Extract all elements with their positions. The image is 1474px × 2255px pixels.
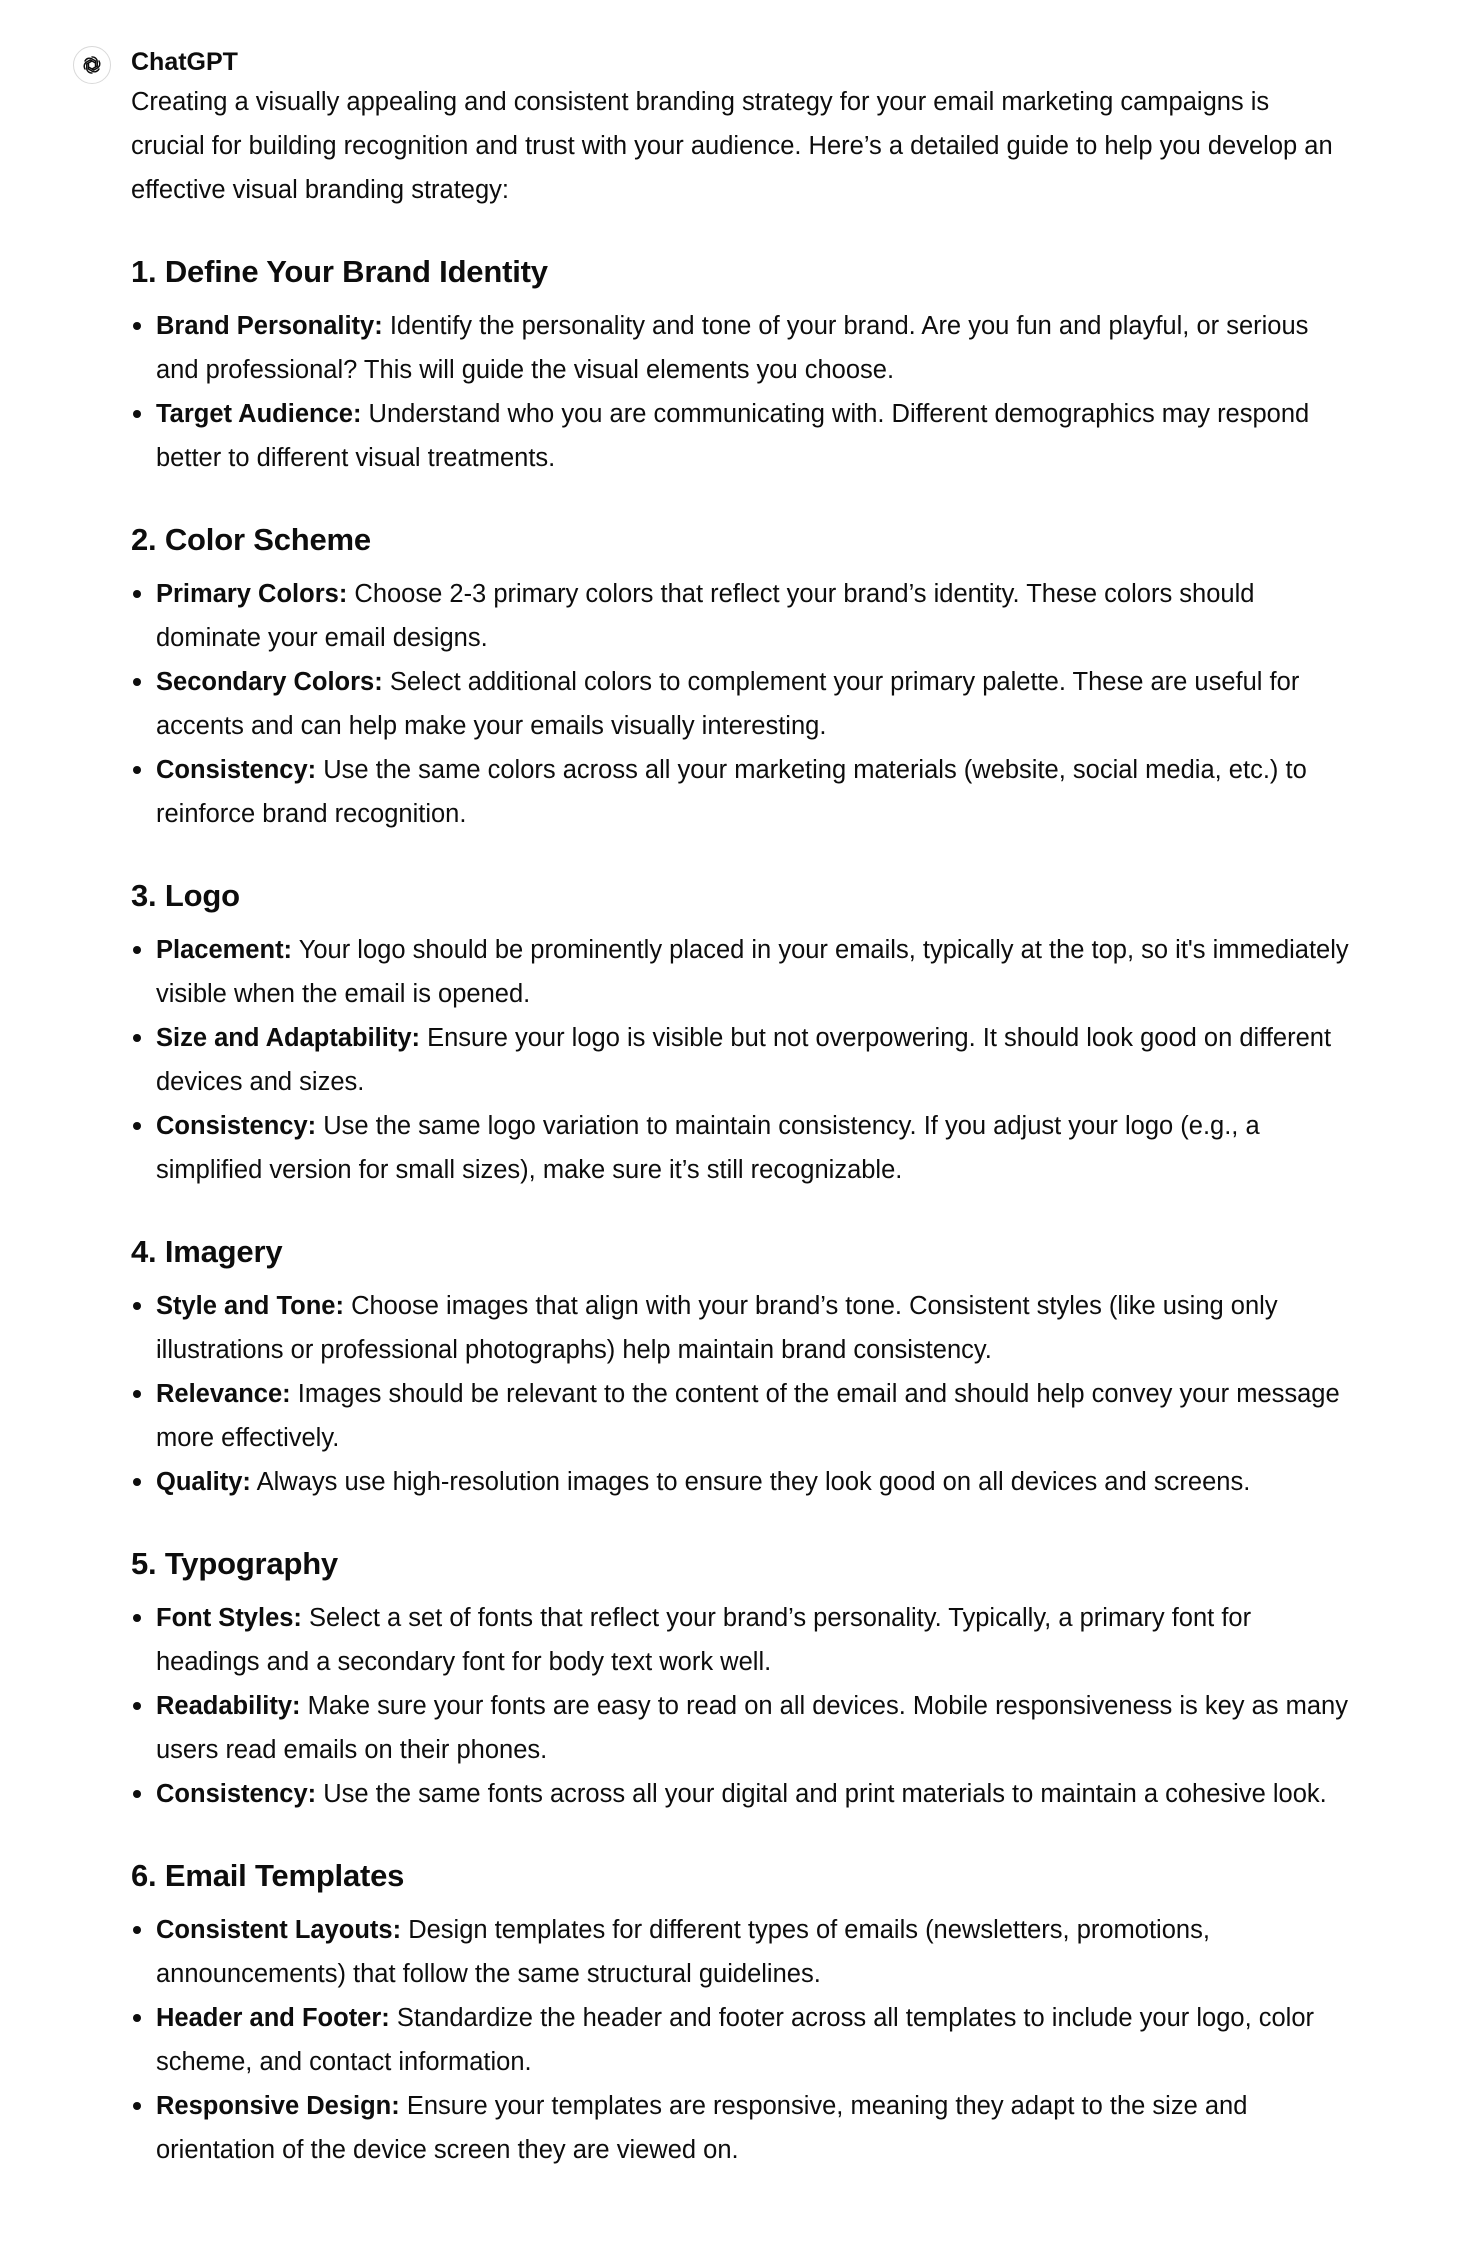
- item-label: Target Audience:: [156, 400, 362, 428]
- bullet-dot-icon: [133, 410, 141, 418]
- list-item: [131, 304, 1351, 392]
- bullet-dot-icon: [133, 678, 141, 686]
- item-label: Style and Tone:: [156, 1292, 344, 1320]
- item-text: Ensure your logo is visible but not overpowering. It should look good on different devices and sizes.: [156, 1024, 1332, 1096]
- list-item: [131, 392, 1351, 480]
- item-text: Your logo should be prominently placed in your emails, typically at the top, so it's immediately visible when the email is opened.: [156, 936, 1349, 1008]
- item-label: Responsive Design:: [156, 2092, 400, 2120]
- item-label: Consistent Layouts:: [156, 1916, 402, 1944]
- bullet-dot-icon: [133, 1702, 141, 1710]
- bullet-dot-icon: [133, 1390, 141, 1398]
- bullet-list: [131, 304, 1351, 480]
- item-label: Brand Personality:: [156, 312, 383, 340]
- section-heading: 3. Logo: [131, 878, 240, 913]
- section-heading: 5. Typography: [131, 1546, 338, 1581]
- list-item: [131, 1104, 1351, 1192]
- list-item: [131, 928, 1351, 1016]
- bullet-dot-icon: [133, 766, 141, 774]
- item-text: Standardize the header and footer across all templates to include your logo, color scheme, and contact information.: [156, 2004, 1315, 2076]
- item-text: Make sure your fonts are easy to read on all devices. Mobile responsiveness is key as many users read emails on their phones.: [156, 1692, 1348, 1764]
- list-item: [131, 1772, 1351, 1816]
- list-item: [131, 1996, 1351, 2084]
- sections-container: [131, 252, 1351, 2172]
- list-item: [131, 2084, 1351, 2172]
- bullet-dot-icon: [133, 2102, 141, 2110]
- bullet-list: [131, 928, 1351, 1192]
- item-label: Placement:: [156, 936, 293, 964]
- item-label: Primary Colors:: [156, 580, 348, 608]
- item-label: Consistency:: [156, 1112, 317, 1140]
- openai-logo-icon: [73, 46, 111, 84]
- bullet-dot-icon: [133, 1790, 141, 1798]
- item-text: Images should be relevant to the content of the email and should help convey your message more effectively.: [156, 1380, 1340, 1452]
- bullet-list: [131, 1908, 1351, 2172]
- list-item: [131, 1016, 1351, 1104]
- list-item: [131, 660, 1351, 748]
- list-item: [131, 572, 1351, 660]
- bullet-dot-icon: [133, 1926, 141, 1934]
- bullet-dot-icon: [133, 1302, 141, 1310]
- author-name: ChatGPT: [131, 48, 238, 76]
- item-label: Secondary Colors:: [156, 668, 383, 696]
- list-item: [131, 1460, 1351, 1504]
- item-text: Choose images that align with your brand’s tone. Consistent styles (like using only illustrations or professional photographs) help maintain brand consistency.: [156, 1292, 1278, 1364]
- bullet-dot-icon: [133, 946, 141, 954]
- section-heading: 4. Imagery: [131, 1234, 283, 1269]
- bullet-dot-icon: [133, 590, 141, 598]
- bullet-list: [131, 1596, 1351, 1816]
- bullet-list: [131, 1284, 1351, 1504]
- item-text: Choose 2-3 primary colors that reflect your brand’s identity. These colors should dominate your email designs.: [156, 580, 1255, 652]
- list-item: [131, 1596, 1351, 1684]
- item-label: Header and Footer:: [156, 2004, 390, 2032]
- item-text: Design templates for different types of emails (newsletters, promotions, announcements) that follow the same structural guidelines.: [156, 1916, 1210, 1988]
- list-item: [131, 1284, 1351, 1372]
- list-item: [131, 748, 1351, 836]
- item-text: Identify the personality and tone of your brand. Are you fun and playful, or serious and professional? This will guide the visual elements you choose.: [156, 312, 1309, 384]
- item-label: Size and Adaptability:: [156, 1024, 421, 1052]
- item-text: Always use high-resolution images to ensure they look good on all devices and screens.: [256, 1468, 1251, 1496]
- bullet-dot-icon: [133, 322, 141, 330]
- message-content: [131, 44, 1351, 2172]
- section-heading: 2. Color Scheme: [131, 522, 371, 557]
- intro-paragraph: Creating a visually appealing and consistent branding strategy for your email marketing campaigns is crucial for building recognition and trust with your audience. Here’s a detailed guide to help you develop an effective visual branding strategy:: [131, 88, 1333, 204]
- list-item: [131, 1684, 1351, 1772]
- item-text: Understand who you are communicating with. Different demographics may respond better to different visual treatments.: [156, 400, 1310, 472]
- item-label: Consistency:: [156, 1780, 317, 1808]
- bullet-dot-icon: [133, 1478, 141, 1486]
- bullet-dot-icon: [133, 1614, 141, 1622]
- bullet-dot-icon: [133, 2014, 141, 2022]
- item-text: Use the same colors across all your marketing materials (website, social media, etc.) to reinforce brand recognition.: [156, 756, 1307, 828]
- section-heading: 1. Define Your Brand Identity: [131, 254, 548, 289]
- list-item: [131, 1372, 1351, 1460]
- item-label: Font Styles:: [156, 1604, 302, 1632]
- item-label: Readability:: [156, 1692, 301, 1720]
- item-label: Relevance:: [156, 1380, 291, 1408]
- item-text: Use the same logo variation to maintain consistency. If you adjust your logo (e.g., a simplified version for small sizes), make sure it’s still recognizable.: [156, 1112, 1260, 1184]
- item-text: Select additional colors to complement your primary palette. These are useful for accents and can help make your emails visually interesting.: [156, 668, 1300, 740]
- list-item: [131, 1908, 1351, 1996]
- bullet-dot-icon: [133, 1034, 141, 1042]
- bullet-list: [131, 572, 1351, 836]
- section-heading: 6. Email Templates: [131, 1858, 405, 1893]
- bullet-dot-icon: [133, 1122, 141, 1130]
- item-text: Select a set of fonts that reflect your brand’s personality. Typically, a primary font for headings and a secondary font for body text work well.: [156, 1604, 1252, 1676]
- item-text: Use the same fonts across all your digital and print materials to maintain a cohesive look.: [323, 1780, 1327, 1808]
- item-label: Consistency:: [156, 756, 317, 784]
- item-text: Ensure your templates are responsive, meaning they adapt to the size and orientation of the device screen they are viewed on.: [156, 2092, 1248, 2164]
- item-label: Quality:: [156, 1468, 251, 1496]
